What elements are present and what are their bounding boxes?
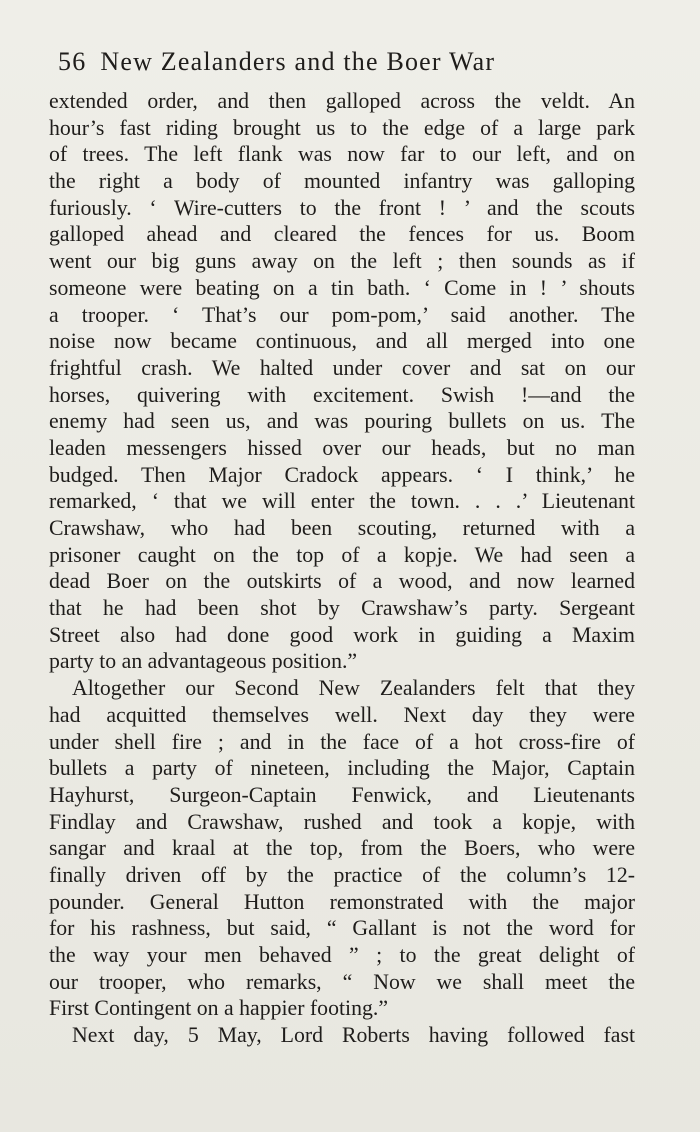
text-line: of trees. The left flank was now far to our left, and on	[49, 142, 635, 167]
text-line: went our big guns away on the left ; then sounds as if	[49, 249, 635, 274]
text-line: Next day, 5 May, Lord Roberts having followed fast	[72, 1023, 635, 1048]
text-line: remarked, ‘ that we will enter the town. . . .’ Lieutenant	[49, 489, 635, 514]
body-text	[49, 88, 635, 1049]
text-line: sangar and kraal at the top, from the Boers, who were	[49, 836, 635, 861]
text-line: dead Boer on the outskirts of a wood, and now learned	[49, 569, 635, 594]
text-line: First Contingent on a happier footing.”	[49, 996, 389, 1021]
text-line: that he had been shot by Crawshaw’s party. Sergeant	[49, 596, 635, 621]
text-line: our trooper, who remarks, “ Now we shall meet the	[49, 969, 635, 994]
text-line: Crawshaw, who had been scouting, returned with a	[49, 516, 635, 540]
text-line: budged. Then Major Cradock appears. ‘ I think,’ he	[49, 462, 635, 487]
text-line: under shell fire ; and in the face of a hot cross-fire of	[49, 729, 635, 754]
running-header	[58, 44, 598, 80]
text-line: party to an advantageous position.”	[49, 649, 358, 674]
text-line: pounder. General Hutton remonstrated with the major	[49, 889, 635, 914]
text-line: horses, quivering with excitement. Swish !—and the	[49, 382, 635, 407]
text-line: galloped ahead and cleared the fences for us. Boom	[49, 222, 635, 247]
text-line: Altogether our Second New Zealanders felt that they	[72, 676, 635, 701]
page-number: 56	[58, 47, 87, 76]
text-line: leaden messengers hissed over our heads, but no man	[49, 435, 635, 460]
text-line: someone were beating on a tin bath. ‘ Come in ! ’ shouts	[49, 275, 635, 300]
text-line: enemy had seen us, and was pouring bullets on us. The	[49, 409, 635, 434]
text-line: noise now became continuous, and all merged into one	[49, 329, 635, 354]
text-line: a trooper. ‘ That’s our pom-pom,’ said another. The	[49, 302, 635, 327]
text-line: Findlay and Crawshaw, rushed and took a kopje, with	[49, 809, 635, 834]
text-line: hour’s fast riding brought us to the edge of a large park	[49, 115, 635, 140]
running-title: New Zealanders and the Boer War	[100, 47, 496, 76]
text-line: had acquitted themselves well. Next day they were	[49, 702, 635, 727]
text-line: bullets a party of nineteen, including the Major, Captain	[49, 756, 635, 781]
text-line: the way your men behaved ” ; to the great delight of	[49, 943, 635, 967]
text-line: the right a body of mounted infantry was galloping	[49, 169, 635, 194]
text-line: Street also had done good work in guiding a Maxim	[49, 622, 635, 647]
text-line: furiously. ‘ Wire-cutters to the front ! ’ and the scouts	[49, 195, 635, 220]
text-line: frightful crash. We halted under cover and sat on our	[49, 355, 635, 380]
text-line: for his rashness, but said, “ Gallant is not the word for	[49, 916, 635, 941]
text-line: finally driven off by the practice of the column’s 12-	[49, 862, 635, 887]
text-line: extended order, and then galloped across the veldt. An	[49, 89, 635, 113]
text-line: Hayhurst, Surgeon-Captain Fenwick, and Lieutenants	[49, 782, 635, 807]
text-line: prisoner caught on the top of a kopje. We had seen a	[49, 542, 635, 567]
